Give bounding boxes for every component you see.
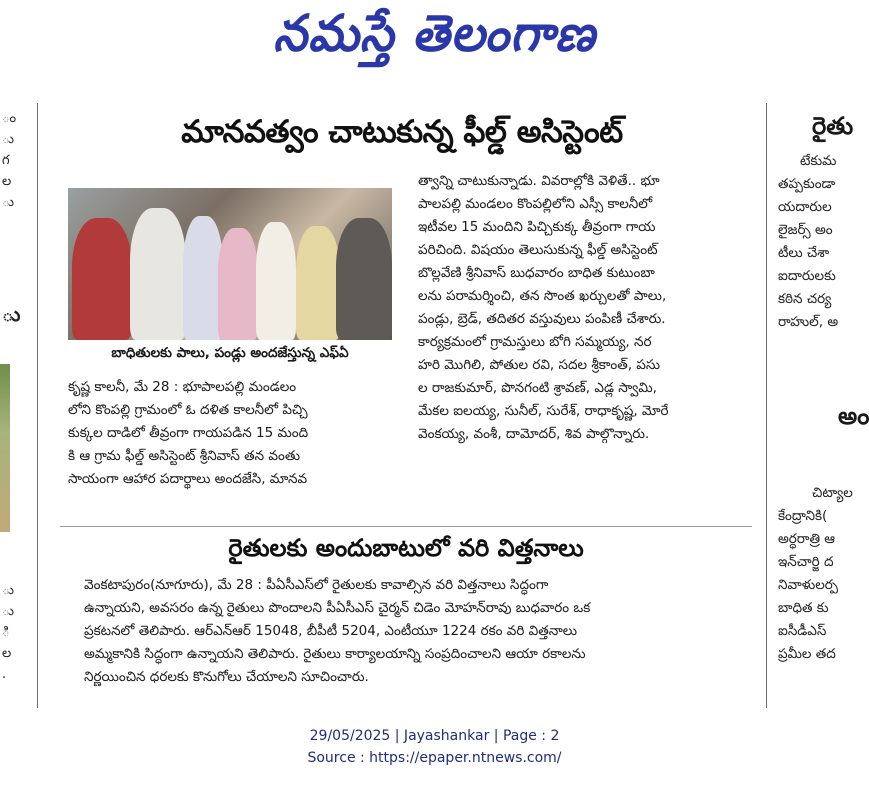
body-line: ఇటీవల 15 మందిని పిచ్చికుక్క తీవ్రంగా గాయ: [418, 219, 656, 235]
right-edge-line: అర్ధరాత్రి ఆ: [778, 531, 836, 547]
right-edge-column-bottom: [778, 482, 869, 666]
body-line: అమ్మకానికి సిద్ధంగా ఉన్నాయని తెలిపారు. రైతులు కార్యాలయాన్ని సంప్రదించాలని ఆయా రకాలను: [84, 646, 586, 662]
left-edge-glyph: గ: [2, 153, 10, 168]
body-line: త్వాన్ని చాటుకున్నాడు. వివరాల్లోకి వెళితే.. భూ: [418, 173, 660, 189]
left-edge-column-bottom: [2, 580, 32, 685]
story-separator: [60, 526, 752, 527]
body-line: మేకల ఐలయ్య, సునీల్, సురేశ్, రాధాకృష్ణ, మోరే: [418, 403, 669, 419]
body-line: కృష్ణ కాలనీ, మే 28 : భూపాలపల్లి మండలం: [68, 379, 297, 395]
right-edge-line: ఐసీడీఎస్: [778, 623, 827, 639]
body-line: పండ్లు, బ్రెడ్, తదితర వస్తువులు పంపిణీ చేశారు.: [418, 311, 666, 327]
body-line: నిర్ణయించిన ధరలకు కొనుగోలు చేయాలని సూచించారు.: [84, 669, 369, 685]
right-edge-line: చిట్యాల: [812, 485, 853, 501]
right-edge-line: ఐదారులకు: [778, 268, 836, 284]
body-line: వెంకటాపురం(నూగూరు), మే 28 : పీఏసీఎస్‌లో రైతులకు కావాల్సిన వరి విత్తనాలు సిద్ధంగా: [84, 577, 549, 593]
left-edge-glyph: ల: [2, 174, 12, 189]
body-line: కి ఆ గ్రామ ఫీల్డ్ అసిస్టెంట్ శ్రీనివాస్ తన వంతు: [68, 448, 301, 464]
second-story-body: [84, 574, 752, 689]
body-line: సాయంగా ఆహార పదార్థాలు అందజేసి, మానవ: [68, 471, 308, 487]
right-edge-subhead-fragment: అం: [838, 402, 869, 430]
right-edge-line: యదారుల: [778, 199, 832, 215]
photo-caption: బాధితులకు పాలు, పండ్లు అందజేస్తున్న ఎఫ్‌ఏ: [111, 345, 349, 361]
left-edge-glyph: ు: [2, 604, 15, 619]
main-headline: మానవత్వం చాటుకున్న ఫీల్డ్ అసిస్టెంట్: [181, 114, 623, 150]
body-line: లను పరామర్శించి, తన సొంత ఖర్చులతో పాలు,: [418, 288, 667, 304]
right-edge-line: కఠిన చర్య: [778, 291, 832, 307]
masthead: [0, 0, 869, 80]
right-edge-line: నివాళులర్ప: [778, 577, 839, 593]
body-line: వెంకయ్య, వంశీ, దామోదర్, శివ పాల్గొన్నారు.: [418, 426, 650, 442]
left-edge-glyph: ం: [2, 111, 17, 126]
left-edge-column-top: [2, 108, 32, 213]
news-photo: [68, 188, 392, 340]
masthead-title: నమస్తే తెలంగాణ: [273, 4, 596, 64]
right-edge-headline-fragment: రైతు: [812, 112, 854, 140]
right-edge-line: బాధిత కు: [778, 600, 829, 616]
left-edge-glyph: ు: [2, 132, 15, 147]
body-line: ల రాజకుమార్, పొనగంటి శ్రావణ్, ఎడ్ల స్వామి,: [418, 380, 657, 396]
left-edge-headline-fragment: ు: [2, 304, 21, 325]
right-edge-line: ప్రమీల తద: [778, 646, 836, 662]
second-story-headline: రైతులకు అందుబాటులో వరి విత్తనాలు: [228, 534, 584, 562]
body-line: పరిచింది. విషయం తెలుసుకున్న ఫీల్డ్ అసిస్టెంట్: [418, 242, 658, 258]
right-edge-line: రాహుల్, అ: [778, 314, 839, 330]
body-line: లోని కొంపల్లి గ్రామంలో ఓ దళిత కాలనీలో పిచ్చి: [68, 402, 308, 418]
left-edge-glyph: ల: [2, 646, 12, 661]
body-line: ఉన్నాయని, అవసరం ఉన్న రైతులు పొందాలని పీఏసీఎస్ చైర్మన్ చిడెం మోహన్‌రావు బుధవారం ఒక: [84, 600, 591, 616]
right-edge-line: ఇన్‌చార్జి ద: [778, 554, 834, 570]
body-line: ప్రకటనలో తెలిపారు. ఆర్‌ఎన్‌ఆర్ 15048, బీపీటీ 5204, ఎంటీయూ 1224 రకం వరి విత్తనాలు: [84, 623, 578, 639]
main-story-left-column: [68, 376, 394, 491]
main-story-right-column: [418, 170, 748, 446]
left-edge-glyph: .: [2, 667, 7, 682]
body-line: బొల్లవేణి శ్రీనివాస్ బుధవారం బాధిత కుటుంబా: [418, 265, 655, 281]
body-line: కుక్కల దాడిలో తీవ్రంగా గాయపడిన 15 మంది: [68, 425, 309, 441]
body-line: పాలపల్లి మండలం కొంపల్లిలోని ఎస్సీ కాలనీలో: [418, 196, 653, 212]
right-edge-line: తప్పకుండా: [778, 176, 836, 192]
body-line: హరి మొగిలి, పోతుల రవి, సదల శ్రీకాంత్, పసు: [418, 357, 661, 373]
left-edge-glyph: ి: [2, 625, 10, 640]
body-line: కార్యక్రమంలో గ్రామస్తులు బోగి సమ్మయ్య, నర: [418, 334, 652, 350]
footer-date-edition-page: 29/05/2025 | Jayashankar | Page : 2: [309, 728, 560, 744]
right-edge-line: టేకుమ: [800, 153, 837, 169]
left-edge-glyph: ు: [2, 583, 15, 598]
right-edge-line: లైజర్స్ అం: [778, 222, 833, 238]
right-edge-line: కేంద్రానికి(: [778, 508, 828, 524]
footer-source-link[interactable]: Source : https://epaper.ntnews.com/: [307, 750, 562, 766]
right-edge-column-top: [778, 150, 869, 334]
left-column-rule: [37, 103, 38, 708]
right-column-rule: [766, 103, 767, 708]
left-edge-photo: [0, 364, 10, 532]
right-edge-line: టీలు చేశా: [778, 245, 830, 261]
left-edge-glyph: ు: [2, 195, 15, 210]
